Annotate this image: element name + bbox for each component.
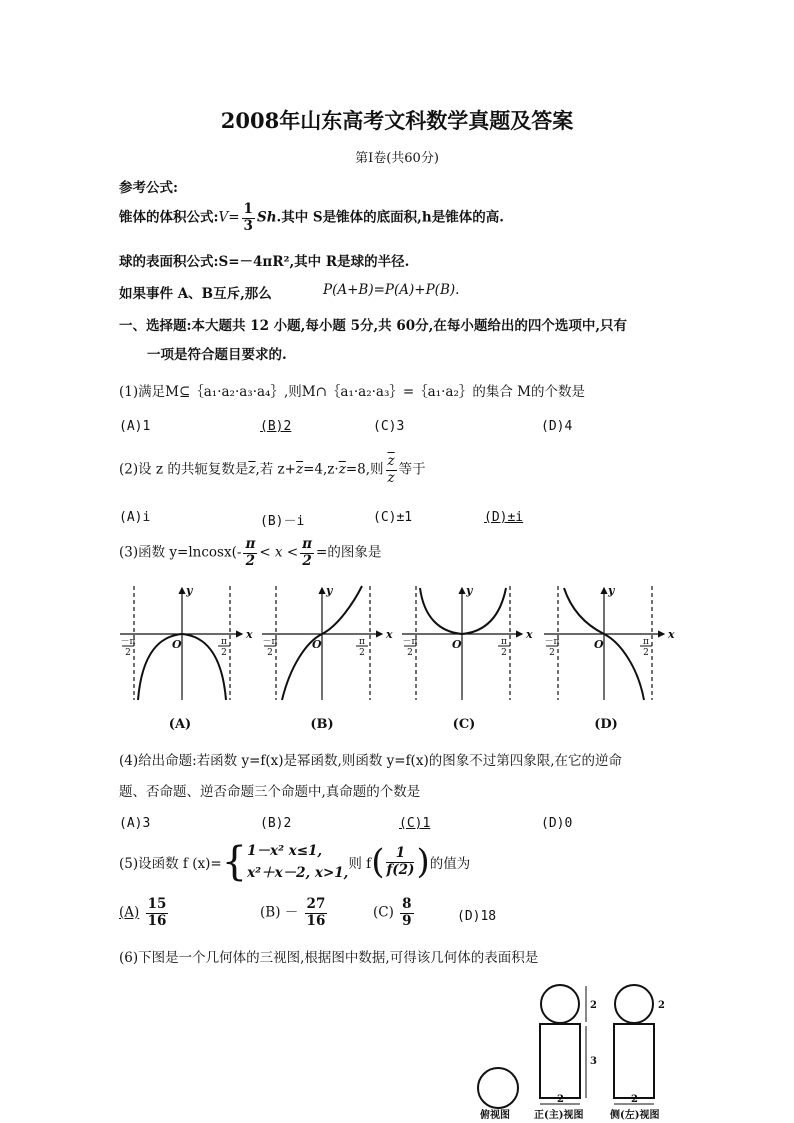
q5-option-c: (C) — [373, 904, 394, 921]
axis-y-label: y — [608, 584, 615, 597]
svg-text:－π: －π — [120, 637, 136, 647]
q1-option-b: (B)2 — [260, 419, 292, 434]
q2-option-b: (B)－i — [260, 514, 305, 529]
page-title: 2008年山东高考文科数学真题及答案 — [220, 108, 574, 133]
svg-text:π: π — [643, 637, 649, 647]
axis-x-label: x — [386, 628, 393, 641]
q2-option-a: (A)i — [119, 510, 151, 525]
q4-option-a: (A)3 — [119, 816, 151, 831]
q4-option-d: (D)0 — [541, 816, 573, 831]
cone-label: 锥体的体积公式: — [119, 209, 219, 226]
origin-label: O — [172, 638, 182, 651]
q5-stem: (5)设函数 f (x)={ 1－x² x≤1, x²＋x－2, x>1, 则 f( $\frac{1}{f(2)}$ )的值为 — [119, 839, 471, 885]
three-view-diagram — [470, 982, 670, 1122]
q6-stem: (6)下图是一个几何体的三视图,根据图中数据,可得该几何体的表面积是 — [119, 950, 539, 966]
q4-option-b: (B)2 — [260, 816, 292, 831]
svg-text:2: 2 — [643, 648, 649, 658]
dim-label: 2 — [557, 1094, 564, 1105]
axis-x-label: x — [246, 628, 253, 641]
side-view-label: 侧(左)视图 — [610, 1110, 660, 1121]
svg-text:2: 2 — [125, 648, 131, 658]
svg-text:2: 2 — [267, 648, 273, 658]
section-line-2: 一项是符合题目要求的. — [147, 347, 287, 363]
dim-label: 2 — [590, 1000, 597, 1011]
q1-stem: (1)满足M⊆｛a₁·a₂·a₃·a₄｝,则M∩｛a₁·a₂·a₃｝=｛a₁·a₂｝的集合 M的个数是 — [119, 384, 585, 400]
q2-option-c: (C)±1 — [373, 510, 413, 525]
q1-option-c: (C)3 — [373, 419, 405, 434]
q1-option-a: (A)1 — [119, 419, 151, 434]
q5-option-b: (B) － — [260, 904, 299, 921]
front-view-rect — [540, 1024, 580, 1098]
piecewise-cases: 1－x² x≤1, x²＋x－2, x>1, — [247, 843, 349, 881]
q4-option-c: (C)1 — [399, 816, 431, 831]
dim-label: 3 — [590, 1056, 597, 1067]
events-text: 如果事件 A、B互斥,那么 — [119, 286, 272, 302]
q1-option-d: (D)4 — [541, 419, 573, 434]
cone-rest: .其中 S是锥体的底面积,h是锥体的高. — [276, 209, 504, 226]
origin-label: O — [594, 638, 604, 651]
graph-c-label: (C) — [452, 717, 476, 732]
cone-formula — [119, 203, 504, 233]
top-view-circle — [478, 1068, 518, 1108]
side-view-circle — [615, 985, 653, 1023]
svg-text:2: 2 — [221, 648, 227, 658]
section-subtitle: 第Ⅰ卷(共60分) — [355, 151, 439, 166]
events-formula: P(A+B)=P(A)+P(B). — [323, 282, 460, 298]
q2-option-d: (D)±i — [484, 510, 524, 525]
svg-text:－π: －π — [402, 637, 418, 647]
graph-b-label: (B) — [310, 717, 334, 732]
svg-text:π: π — [221, 637, 227, 647]
q5-options: (A) $\frac{15}{16}$ — [119, 896, 167, 929]
q5-option-a: (A) — [119, 904, 140, 921]
top-view-label: 俯视图 — [480, 1110, 510, 1121]
svg-text:－π: －π — [544, 637, 560, 647]
q5-option-d: (D)18 — [457, 909, 497, 924]
q3-graphs — [110, 582, 690, 734]
svg-text:π: π — [501, 637, 507, 647]
sphere-formula: 球的表面积公式:S=－4πR²,其中 R是球的半径. — [119, 254, 410, 270]
svg-text:π: π — [359, 637, 365, 647]
axis-y-label: y — [466, 584, 473, 597]
q4-line-1: (4)给出命题:若函数 y=f(x)是幂函数,则函数 y=f(x)的图象不过第四象限,在它的逆命 — [119, 753, 622, 769]
cone-sh: Sh — [256, 209, 277, 226]
axis-x-label: x — [526, 628, 533, 641]
graph-d-label: (D) — [594, 717, 618, 732]
origin-label: O — [312, 638, 322, 651]
dim-label: 2 — [658, 1000, 665, 1011]
q2-stem: (2)设 z 的共轭复数是$\overline{z}$,若 $z+\overline{z}=4,z\cdot\overline{z}=8$,则 $\frac{\overline{z}}{z}$ 等于 — [119, 453, 426, 486]
cone-v: V= — [218, 209, 240, 226]
one-third-fraction: $\frac{1}{3}$ — [243, 201, 253, 234]
dim-label: 2 — [631, 1094, 638, 1105]
axis-y-label: y — [186, 584, 193, 597]
q4-line-2: 题、否命题、逆否命题三个命题中,真命题的个数是 — [119, 784, 421, 800]
q3-stem: (3)函数 y=lncosx(- $\frac{\pi}{2}$ < x < $\frac{\pi}{2}$ =的图象是 — [119, 536, 382, 569]
graph-a-label: (A) — [168, 717, 192, 732]
side-view-rect — [614, 1024, 654, 1098]
formula-heading: 参考公式: — [119, 180, 178, 196]
front-view-circle — [541, 985, 579, 1023]
svg-text:2: 2 — [359, 648, 365, 658]
axis-x-label: x — [668, 628, 675, 641]
origin-label: O — [452, 638, 462, 651]
svg-text:2: 2 — [501, 648, 507, 658]
zbar-over-z-fraction: $\frac{\overline{z}}{z}$ — [387, 453, 395, 486]
section-line-1: 一、选择题:本大题共 12 小题,每小题 5分,共 60分,在每小题给出的四个选项中,只有 — [119, 318, 628, 334]
svg-text:－π: －π — [262, 637, 278, 647]
svg-text:2: 2 — [407, 648, 413, 658]
front-view-label: 正(主)视图 — [534, 1110, 584, 1121]
svg-text:2: 2 — [549, 648, 555, 658]
axis-y-label: y — [326, 584, 333, 597]
